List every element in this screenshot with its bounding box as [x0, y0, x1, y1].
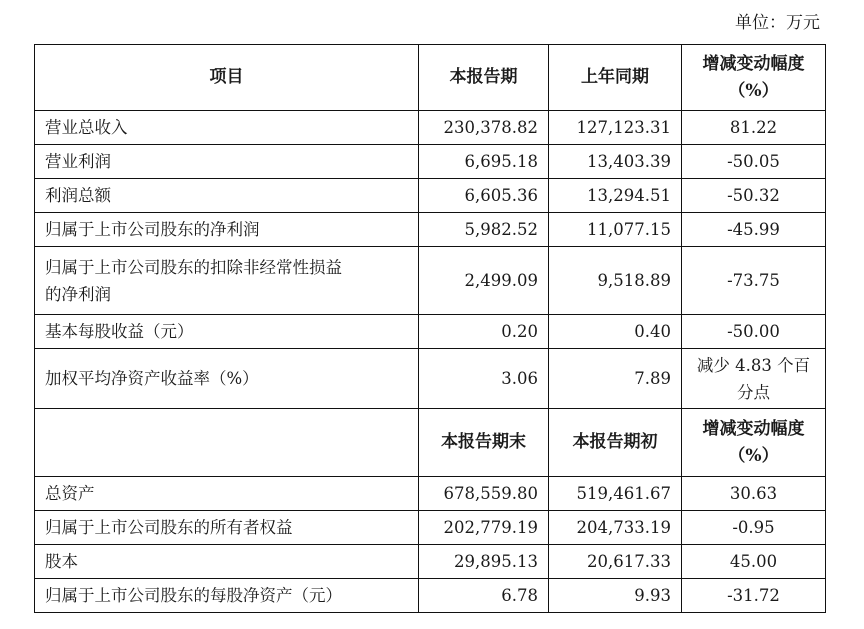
row-prior: 13,294.51	[549, 179, 682, 213]
row-change: -31.72	[682, 579, 826, 613]
row-change-line2: 分点	[737, 382, 770, 402]
row-prior: 127,123.31	[549, 111, 682, 145]
row-change-line1: 减少 4.83 个百	[696, 355, 811, 375]
row-prior: 9,518.89	[549, 247, 682, 315]
row-item: 归属于上市公司股东的每股净资产（元）	[35, 579, 419, 613]
row-prior: 13,403.39	[549, 145, 682, 179]
row-current: 6,695.18	[419, 145, 549, 179]
table-subheader-row	[35, 409, 826, 477]
row-current: 202,779.19	[419, 511, 549, 545]
row-change	[682, 349, 826, 409]
row-prior: 20,617.33	[549, 545, 682, 579]
header-current-period: 本报告期	[419, 45, 549, 111]
row-prior: 204,733.19	[549, 511, 682, 545]
row-current: 5,982.52	[419, 213, 549, 247]
row-item: 基本每股收益（元）	[35, 315, 419, 349]
row-current: 0.20	[419, 315, 549, 349]
table-row	[35, 111, 826, 145]
table-row	[35, 213, 826, 247]
row-prior: 7.89	[549, 349, 682, 409]
table-row	[35, 545, 826, 579]
row-item-line1: 归属于上市公司股东的扣除非经常性损益	[45, 257, 342, 277]
row-change: -50.05	[682, 145, 826, 179]
table-row	[35, 247, 826, 315]
table-row	[35, 315, 826, 349]
row-change: -73.75	[682, 247, 826, 315]
table-row	[35, 511, 826, 545]
subheader-period-end: 本报告期末	[419, 409, 549, 477]
row-item	[35, 247, 419, 315]
row-change: -50.32	[682, 179, 826, 213]
row-prior: 519,461.67	[549, 477, 682, 511]
row-prior: 11,077.15	[549, 213, 682, 247]
row-prior: 9.93	[549, 579, 682, 613]
row-current: 2,499.09	[419, 247, 549, 315]
row-change: 30.63	[682, 477, 826, 511]
row-current: 6,605.36	[419, 179, 549, 213]
subheader-item	[35, 409, 419, 477]
row-item: 营业利润	[35, 145, 419, 179]
subheader-change-line2: （%）	[728, 445, 779, 466]
row-item: 归属于上市公司股东的净利润	[35, 213, 419, 247]
financial-summary-table	[34, 44, 826, 613]
row-current: 29,895.13	[419, 545, 549, 579]
row-item: 归属于上市公司股东的所有者权益	[35, 511, 419, 545]
row-change: 81.22	[682, 111, 826, 145]
header-change	[682, 45, 826, 111]
row-current: 678,559.80	[419, 477, 549, 511]
header-prior-period: 上年同期	[549, 45, 682, 111]
row-change: -45.99	[682, 213, 826, 247]
row-change: -0.95	[682, 511, 826, 545]
row-current: 3.06	[419, 349, 549, 409]
table-row	[35, 145, 826, 179]
table-row	[35, 349, 826, 409]
table-row	[35, 579, 826, 613]
subheader-change-line1: 增减变动幅度	[702, 418, 805, 439]
subheader-change	[682, 409, 826, 477]
row-change: 45.00	[682, 545, 826, 579]
row-item: 总资产	[35, 477, 419, 511]
header-change-line2: （%）	[728, 80, 779, 101]
header-item: 项目	[35, 45, 419, 111]
header-change-line1: 增减变动幅度	[702, 53, 805, 74]
row-item: 营业总收入	[35, 111, 419, 145]
row-item: 股本	[35, 545, 419, 579]
unit-label: 单位：万元	[735, 13, 820, 33]
row-item-line2: 的净利润	[45, 284, 111, 304]
table-row	[35, 179, 826, 213]
row-item: 利润总额	[35, 179, 419, 213]
subheader-period-start: 本报告期初	[549, 409, 682, 477]
row-prior: 0.40	[549, 315, 682, 349]
row-item: 加权平均净资产收益率（%）	[35, 349, 419, 409]
row-current: 230,378.82	[419, 111, 549, 145]
row-current: 6.78	[419, 579, 549, 613]
table-header-row	[35, 45, 826, 111]
table-row	[35, 477, 826, 511]
row-change: -50.00	[682, 315, 826, 349]
